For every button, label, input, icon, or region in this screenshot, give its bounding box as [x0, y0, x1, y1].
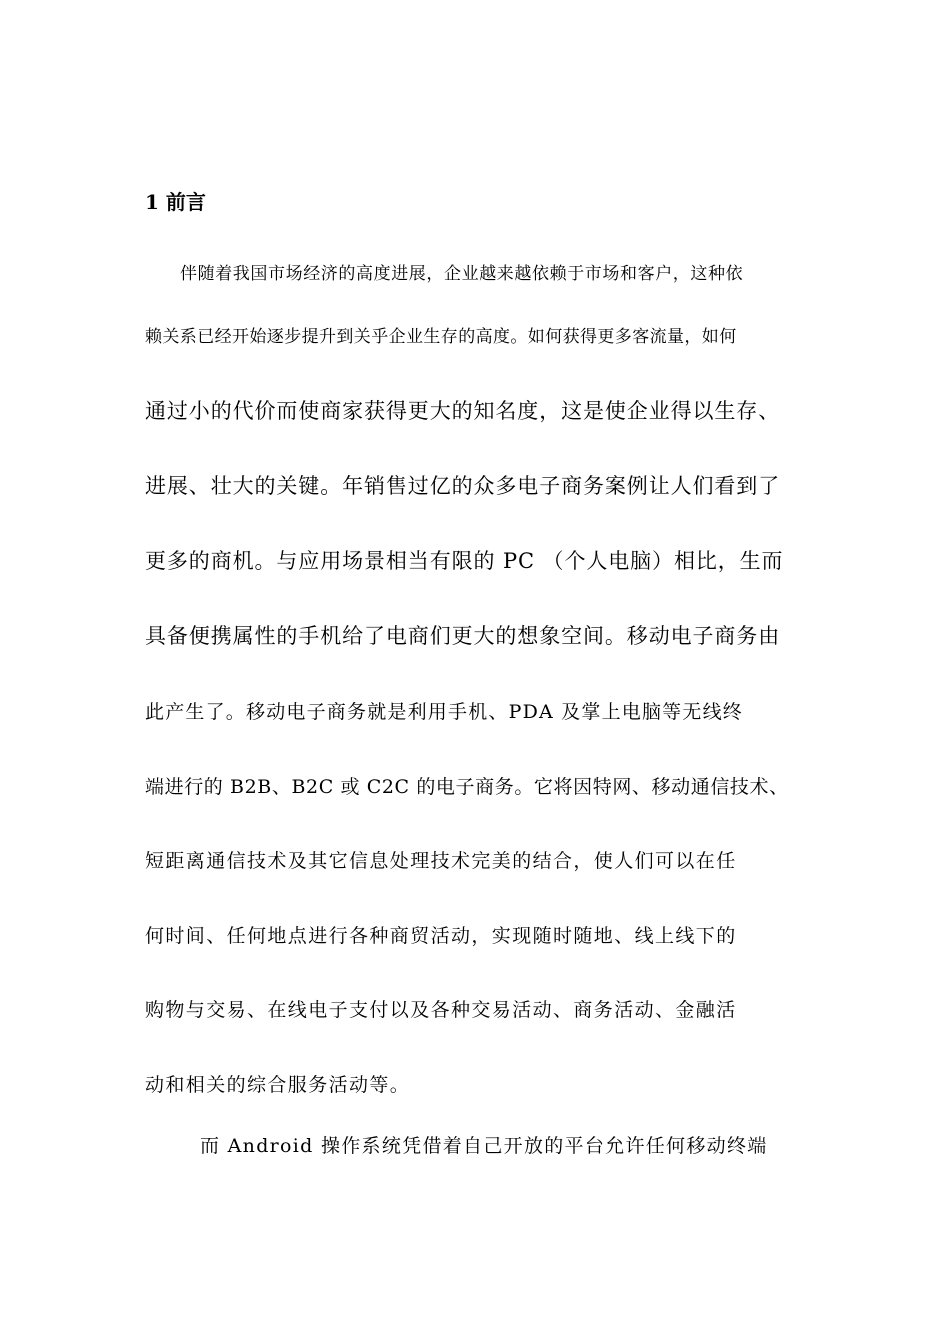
paragraph-line: 端进行的 B2B、B2C 或 C2C 的电子商务。它将因特网、移动通信技术、	[145, 776, 789, 798]
paragraph-line: 进展、壮大的关键。年销售过亿的众多电子商务案例让人们看到了	[145, 474, 781, 498]
paragraph-line: 具备便携属性的手机给了电商们更大的想象空间。移动电子商务由	[145, 624, 781, 648]
paragraph-line: 伴随着我国市场经济的高度进展，企业越来越依赖于市场和客户，这种依	[180, 264, 744, 284]
paragraph-line: 何时间、任何地点进行各种商贸活动，实现随时随地、线上线下的	[145, 925, 737, 947]
paragraph-line: 而 Android 操作系统凭借着自己开放的平台允许任何移动终端	[200, 1135, 768, 1157]
paragraph-line: 此产生了。移动电子商务就是利用手机、PDA 及掌上电脑等无线终	[145, 701, 743, 723]
section-heading: 1 前言	[145, 190, 206, 214]
paragraph-line: 更多的商机。与应用场景相当有限的 PC （个人电脑）相比，生而	[145, 549, 784, 573]
paragraph-line: 购物与交易、在线电子支付以及各种交易活动、商务活动、金融活	[145, 999, 737, 1021]
paragraph-line: 通过小的代价而使商家获得更大的知名度，这是使企业得以生存、	[145, 399, 781, 423]
paragraph-line: 动和相关的综合服务活动等。	[145, 1074, 411, 1096]
paragraph-line: 赖关系已经开始逐步提升到关乎企业生存的高度。如何获得更多客流量，如何	[145, 327, 737, 347]
paragraph-line: 短距离通信技术及其它信息处理技术完美的结合，使人们可以在任	[145, 850, 737, 872]
